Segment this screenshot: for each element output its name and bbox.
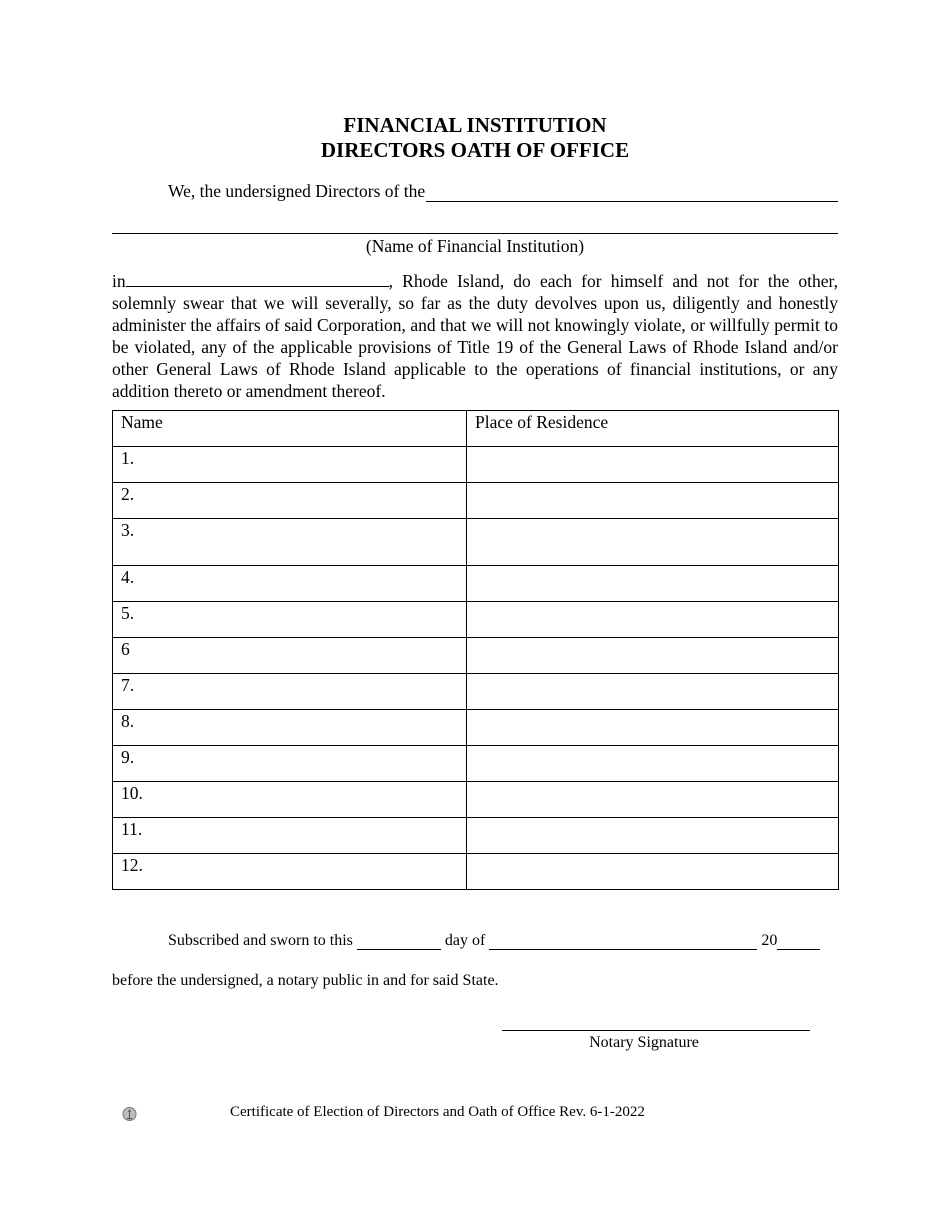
year-prefix: 20 xyxy=(761,932,778,949)
residence-cell[interactable] xyxy=(467,602,839,638)
director-name-cell[interactable]: 7. xyxy=(113,674,467,710)
director-name-cell[interactable]: 12. xyxy=(113,854,467,890)
director-name-cell[interactable]: 2. xyxy=(113,483,467,519)
director-name-cell[interactable]: 11. xyxy=(113,818,467,854)
title-line-1: FINANCIAL INSTITUTION xyxy=(343,113,607,137)
residence-cell[interactable] xyxy=(467,519,839,566)
table-row xyxy=(113,854,839,890)
residence-cell[interactable] xyxy=(467,674,839,710)
residence-cell[interactable] xyxy=(467,854,839,890)
director-name-cell[interactable]: 1. xyxy=(113,447,467,483)
directors-table xyxy=(112,410,839,890)
table-row xyxy=(113,674,839,710)
year-blank[interactable] xyxy=(777,933,820,950)
state-seal-icon xyxy=(122,1106,137,1122)
director-name-cell[interactable]: 9. xyxy=(113,746,467,782)
sworn-middle: day of xyxy=(444,932,486,949)
sworn-prefix: Subscribed and sworn to this xyxy=(168,932,353,949)
institution-name-blank[interactable] xyxy=(426,182,838,202)
residence-cell[interactable] xyxy=(467,782,839,818)
table-row xyxy=(113,602,839,638)
title-line-2: DIRECTORS OATH OF OFFICE xyxy=(320,138,630,162)
director-name-cell[interactable]: 4. xyxy=(113,566,467,602)
footer-text: Certificate of Election of Directors and Oath of Office Rev. 6-1-2022 xyxy=(230,1104,645,1120)
table-row xyxy=(113,818,839,854)
director-name-cell[interactable]: 10. xyxy=(113,782,467,818)
institution-name-line[interactable] xyxy=(112,233,838,234)
director-name-cell[interactable]: 6 xyxy=(113,638,467,674)
table-row xyxy=(113,447,839,483)
city-blank[interactable] xyxy=(126,270,389,287)
oath-text: , Rhode Island, do each for himself and not for the other, solemnly swear that we will severally, so far as the duty devolves upon us, diligently and honestly administer the affairs of said Corporation, and that we will not knowingly violate, or willfully permit to be violated, any of the applicable provisions of Title 19 of the General Laws of Rhode Island and/or other General Laws of Rhode Island applicable to the operations of financial institutions, or any addition thereto or amendment thereof. xyxy=(112,271,838,401)
table-row xyxy=(113,746,839,782)
table-row xyxy=(113,782,839,818)
residence-cell[interactable] xyxy=(467,566,839,602)
table-row xyxy=(113,710,839,746)
director-name-cell[interactable]: 8. xyxy=(113,710,467,746)
residence-cell[interactable] xyxy=(467,710,839,746)
oath-paragraph xyxy=(112,270,838,402)
table-row xyxy=(113,638,839,674)
month-blank[interactable] xyxy=(489,933,757,950)
table-row xyxy=(113,519,839,566)
day-blank[interactable] xyxy=(357,933,441,950)
residence-cell[interactable] xyxy=(467,447,839,483)
residence-cell[interactable] xyxy=(467,818,839,854)
intro-line xyxy=(168,181,838,202)
table-row xyxy=(113,566,839,602)
notary-signature-line[interactable] xyxy=(502,1030,810,1031)
sworn-line xyxy=(168,932,838,950)
table-row xyxy=(113,483,839,519)
header-name: Name xyxy=(113,411,467,447)
table-header-row xyxy=(113,411,839,447)
residence-cell[interactable] xyxy=(467,746,839,782)
body-in: in xyxy=(112,271,126,291)
before-text: before the undersigned, a notary public in and for said State. xyxy=(112,972,499,989)
residence-cell[interactable] xyxy=(467,638,839,674)
notary-signature-label: Notary Signature xyxy=(589,1034,699,1051)
director-name-cell[interactable]: 3. xyxy=(113,519,467,566)
header-residence: Place of Residence xyxy=(467,411,839,447)
director-name-cell[interactable]: 5. xyxy=(113,602,467,638)
institution-caption: (Name of Financial Institution) xyxy=(365,236,585,256)
residence-cell[interactable] xyxy=(467,483,839,519)
intro-text: We, the undersigned Directors of the xyxy=(168,181,426,201)
